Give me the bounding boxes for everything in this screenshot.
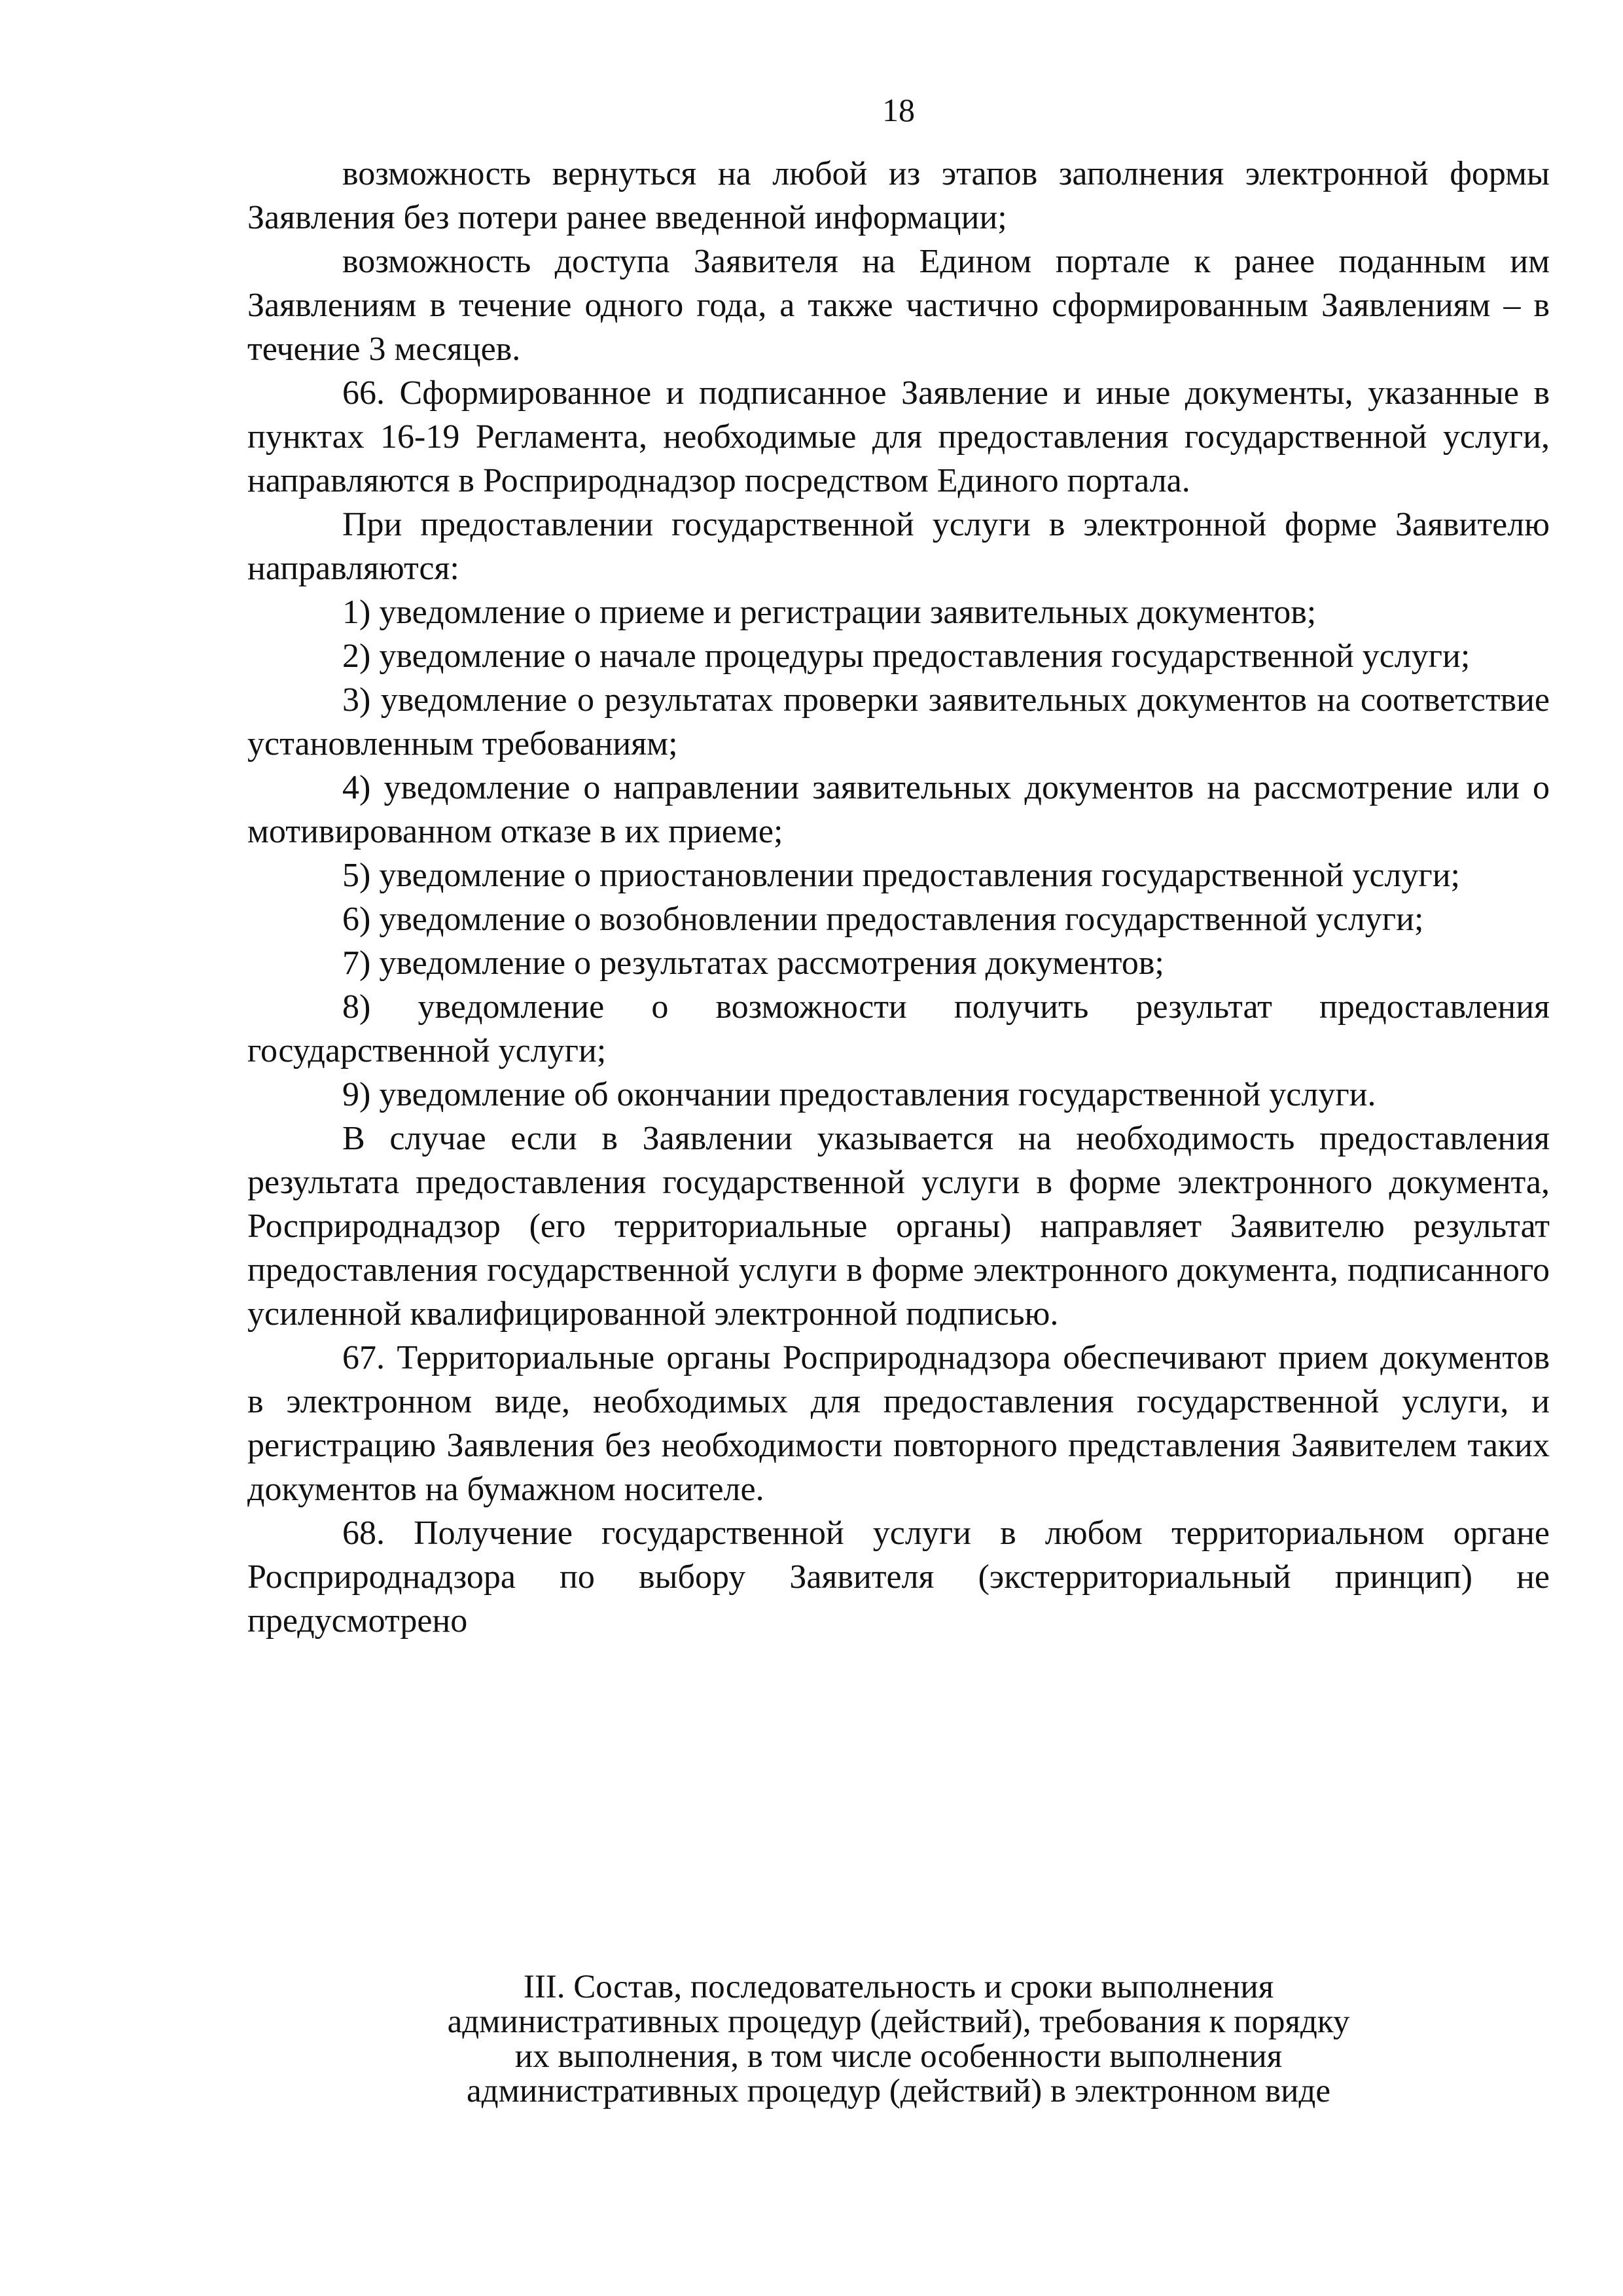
- list-item: 1) уведомление о приеме и регистрации заявительных документов;: [342, 594, 1317, 631]
- list-item: 9) уведомление об окончании предоставления государственной услуги.: [342, 1076, 1376, 1113]
- list-item: 7) уведомление о результатах рассмотрения документов;: [342, 944, 1164, 982]
- paragraph: В случае если в Заявлении указывается на необходимость предоставления результата предоставления государственной услуги в форме электронного документа, Росприроднадзор (его территориальные органы) направляет Заявителю результат предоставления государственной услуги в форме электронного документа, подписанного усиленной квалифицированной электронной подписью.: [247, 1120, 1550, 1333]
- paragraph: возможность вернуться на любой из этапов заполнения электронной формы Заявления без потери ранее введенной информации;: [247, 155, 1550, 236]
- list-item: 8) уведомление о возможности получить результат предоставления государственной услуги;: [247, 988, 1550, 1069]
- section-heading-line: III. Состав, последовательность и сроки выполнения: [523, 1969, 1274, 2005]
- paragraph-68: 68. Получение государственной услуги в любом территориальном органе Росприроднадзора по выбору Заявителя (экстерриториальный принцип) не предусмотрено: [247, 1515, 1550, 1640]
- list-item: 2) уведомление о начале процедуры предоставления государственной услуги;: [342, 637, 1471, 675]
- section-heading: [247, 1970, 1550, 2109]
- paragraph-67: 67. Территориальные органы Росприроднадзора обеспечивают прием документов в электронном виде, необходимых для предоставления государственной услуги, и регистрацию Заявления без необходимости повторного представления Заявителем таких документов на бумажном носителе.: [247, 1339, 1550, 1508]
- section-heading-line: их выполнения, в том числе особенности выполнения: [514, 2038, 1283, 2075]
- section-heading-line: административных процедур (действий), требования к порядку: [447, 2003, 1350, 2040]
- paragraph: возможность доступа Заявителя на Едином портале к ранее поданным им Заявлениям в течение одного года, а также частично сформированным Заявлениям – в течение 3 месяцев.: [247, 243, 1550, 368]
- list-item: 6) уведомление о возобновлении предоставления государственной услуги;: [342, 901, 1424, 938]
- list-item: 4) уведомление о направлении заявительных документов на рассмотрение или о мотивированном отказе в их приеме;: [247, 769, 1550, 850]
- document-body: [247, 152, 1550, 1643]
- section-heading-line: административных процедур (действий) в электронном виде: [467, 2073, 1330, 2109]
- list-item: 3) уведомление о результатах проверки заявительных документов на соответствие установленным требованиям;: [247, 681, 1550, 762]
- list-item: 5) уведомление о приостановлении предоставления государственной услуги;: [342, 857, 1460, 894]
- page-number: 18: [882, 92, 915, 128]
- paragraph: При предоставлении государственной услуги в электронной форме Заявителю направляются:: [247, 506, 1550, 587]
- paragraph-66: 66. Сформированное и подписанное Заявление и иные документы, указанные в пунктах 16-19 Регламента, необходимые для предоставления государственной услуги, направляются в Росприроднадзор посредством Единого портала.: [247, 374, 1550, 499]
